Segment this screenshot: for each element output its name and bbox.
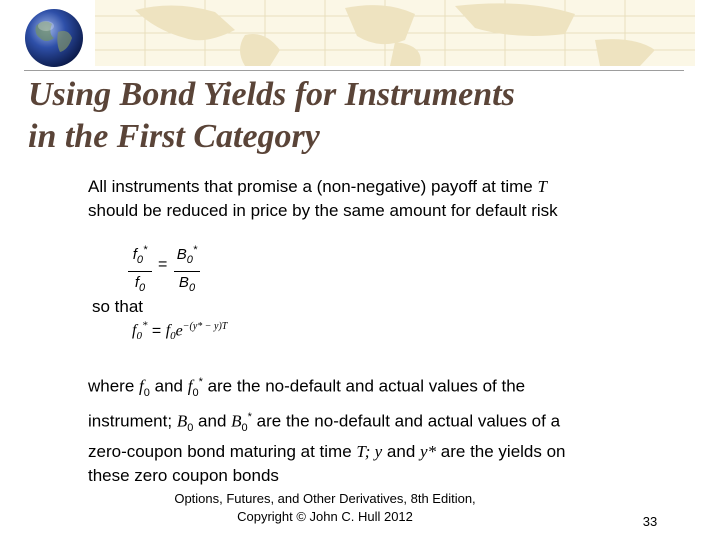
globe-icon xyxy=(24,8,84,68)
intro-line-1 xyxy=(88,175,688,199)
f0: $f_0$ xyxy=(134,274,146,294)
exponent: −(y* − y)T xyxy=(182,321,228,332)
fraction-f xyxy=(128,240,152,298)
equation-discounted-value xyxy=(132,320,227,343)
exp-base: e xyxy=(175,322,183,340)
intro-text xyxy=(88,175,688,223)
fraction-B xyxy=(174,240,200,298)
page-number: 33 xyxy=(642,514,658,529)
equals-sign: = xyxy=(158,256,168,273)
where-line-1: where $f_0$ and $f_0^*$ are the no-default and actual values of the xyxy=(88,376,526,400)
definitions-text xyxy=(88,370,688,488)
intro-line-2: should be reduced in price by the same amount for default risk xyxy=(88,201,558,220)
title-rule xyxy=(24,70,684,71)
world-map-banner xyxy=(95,0,695,66)
f0: $f_0$ xyxy=(165,322,176,343)
f0-star: $f_0^*$ xyxy=(132,244,148,266)
footer-line-2: Copyright © John C. Hull 2012 xyxy=(237,509,413,524)
f0-star: $f_0^*$ xyxy=(132,320,148,343)
title-line-2: in the First Category xyxy=(28,118,320,155)
B0: $B_0$ xyxy=(178,274,196,294)
so-that-label: so that xyxy=(92,297,144,316)
where-line-4: these zero coupon bonds xyxy=(88,466,279,486)
page-title xyxy=(28,74,708,158)
intro-time-symbol: T xyxy=(537,177,547,196)
where-line-2: instrument; $B_0$ and $B_0^*$ are the no-default and actual values of a xyxy=(88,411,561,435)
title-line-1: Using Bond Yields for Instruments xyxy=(28,76,515,113)
intro-line-1-text: All instruments that promise a (non-negative) payoff at time xyxy=(88,177,538,196)
where-line-3: zero-coupon bond maturing at time T; y and y* are the yields on xyxy=(88,442,566,462)
footer-line-1: Options, Futures, and Other Derivatives, 8th Edition, xyxy=(174,491,476,506)
footer-citation xyxy=(140,490,510,526)
equals-sign: = xyxy=(151,322,162,340)
B0-star: $B_0^*$ xyxy=(176,244,198,266)
equation-price-ratio xyxy=(128,240,208,296)
